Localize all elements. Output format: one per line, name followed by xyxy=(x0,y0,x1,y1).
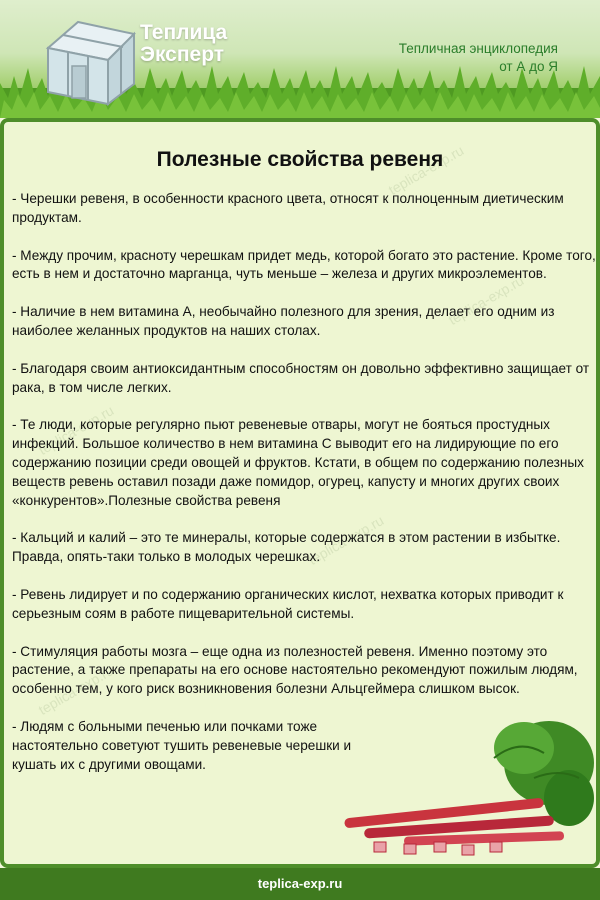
tagline-line2: от А до Я xyxy=(499,59,558,74)
paragraph: - Черешки ревеня, в особенности красного цвета, относят к полноценным диетическим продуктам. xyxy=(12,191,564,225)
paragraph: - Между прочим, красноту черешкам придет медь, которой богато это растение. Кроме того, есть в нем и достаточно марганца, чуть меньше – железа и других микроэлементов. xyxy=(12,247,596,282)
logo-text xyxy=(140,22,250,66)
article-panel xyxy=(0,118,600,868)
paragraph: - Благодаря своим антиоксидантным способностям он довольно эффективно защищает от рака, в том числе легких. xyxy=(12,360,590,395)
article-title: Полезные свойства ревеня xyxy=(156,148,444,171)
paragraph: - Людям с больными печенью или почками тоже настоятельно советуют тушить ревеневые черешки и кушать их с другими овощами. xyxy=(12,718,352,772)
paragraph: - Кальций и калий – это те минералы, которые содержатся в этом растении в избытке. Правда, опять-таки только в молодых черешках. xyxy=(12,530,561,565)
watermark: teplica-exp.ru xyxy=(35,662,117,718)
logo-line2: Эксперт xyxy=(140,43,225,66)
paragraph: - Стимуляция работы мозга – еще одна из полезностей ревеня. Именно поэтому это растение, а также препараты на его основе настоятельно рекомендуют пожилым людям, особенно тем, у кого риск возникновения болезни Альцгеймера слишком высок. xyxy=(12,643,578,697)
watermark: teplica-exp.ru xyxy=(385,142,467,198)
logo-line1: Теплица xyxy=(140,21,228,44)
watermark: teplica-exp.ru xyxy=(445,272,527,328)
footer-site-link[interactable]: teplica-exp.ru xyxy=(0,868,600,900)
article-body xyxy=(12,190,596,793)
header-banner xyxy=(0,0,600,118)
tagline-line1: Тепличная энциклопедия xyxy=(398,41,558,56)
watermark: teplica-exp.ru xyxy=(305,512,387,568)
paragraph: - Наличие в нем витамина А, необычайно полезного для зрения, делает его одним из наиболее желанных продуктов на наших столах. xyxy=(12,304,555,338)
site-tagline xyxy=(338,40,558,76)
greenhouse-logo-icon xyxy=(38,8,148,110)
paragraph: - Те люди, которые регулярно пьют ревеневые отвары, могут не бояться простудных инфекций. Большое количество в нем витамина С выводит его на лидирующие по его содержанию позиции среди овощей и фруктов. Кстати, в общем по содержанию полезных веществ ревень оставил позади даже помидор, огурец, капусту и многих других своих «конкурентов».Полезные свойства ревеня xyxy=(12,417,584,508)
watermark: teplica-exp.ru xyxy=(35,402,117,458)
paragraph: - Ревень лидирует и по содержанию органических кислот, нехватка которых приводит к серьезным соям в работе пищеварительной системы. xyxy=(12,586,564,621)
rhubarb-illustration xyxy=(344,718,594,858)
